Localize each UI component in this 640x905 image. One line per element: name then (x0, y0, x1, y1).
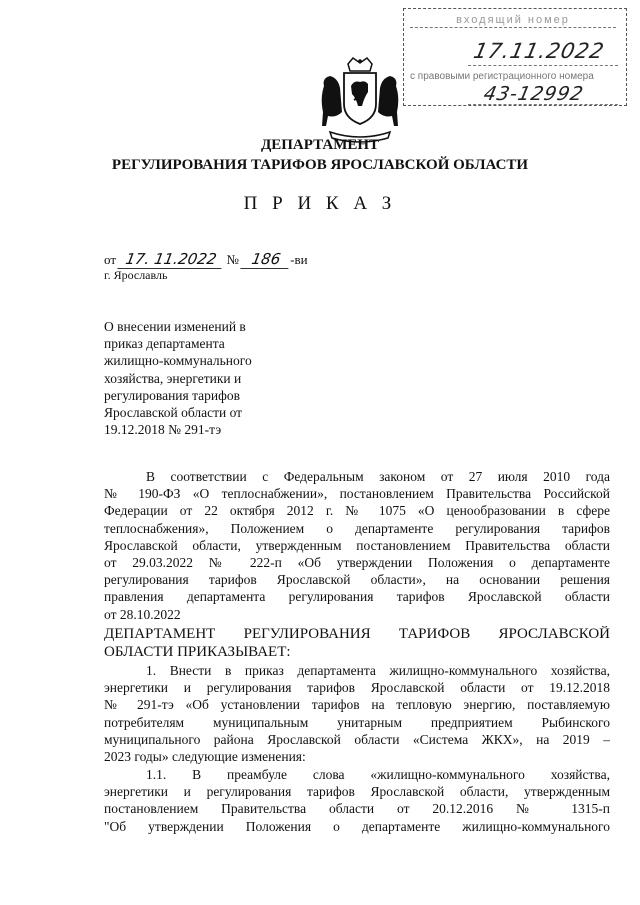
item-1-1-paragraph (104, 766, 610, 835)
preamble-line: Федерации от 22 октября 2012 г. № 1075 «О ценообразовании в сфере (104, 503, 610, 519)
item-1-paragraph (104, 662, 610, 765)
subject-line: хозяйства, энергетики и (104, 370, 242, 386)
item-1-line: 2023 годы» следующие изменения: (104, 748, 306, 764)
preamble-line: В соответствии с Федеральным законом от 27 июля 2010 года (146, 469, 610, 484)
decree-statement (104, 626, 610, 661)
item-1-1-line: энергетики и регулирования тарифов Ярославской области, утвержденным (104, 784, 610, 800)
preamble-line: Ярославской области, утвержденным постановлением Правительства области (104, 537, 610, 553)
subject-line: Ярославской области от (104, 404, 243, 420)
stamp-underline (468, 65, 618, 66)
stamp-underline (468, 104, 618, 105)
order-details (104, 250, 308, 269)
stamp-header: входящий номер (410, 13, 616, 28)
order-city: г. Ярославль (104, 268, 168, 282)
department-subtitle: РЕГУЛИРОВАНИЯ ТАРИФОВ ЯРОСЛАВСКОЙ ОБЛАСТИ (111, 157, 529, 173)
item-1-1-line: постановлением Правительства области от 20.12.2016 № 1315-п (104, 801, 610, 817)
item-1-line: № 291-тэ «Об установлении тарифов на тепловую энергию, поставляемую (104, 697, 610, 713)
preamble-line: № 190-ФЗ «О теплоснабжении», постановлением Правительства Российской (104, 486, 610, 502)
preamble-paragraph (104, 468, 610, 623)
subject-line: 19.12.2018 № 291-тэ (104, 422, 222, 438)
item-1-line: муниципального района Ярославской области «Система ЖКХ», на 2019 – (104, 731, 610, 747)
stamp-number: 43-12992 (481, 83, 586, 105)
registration-stamp (403, 8, 627, 106)
order-suffix: -ви (290, 252, 308, 267)
item-1-1-line: "Об утверждении Положения о департаменте жилищно-коммунального (104, 818, 610, 834)
item-1-line: потребителям муниципальным унитарным предприятием Рыбинского (104, 714, 610, 730)
subject-line: регулирования тарифов (104, 387, 241, 403)
order-subject (104, 318, 304, 438)
order-date: 17. 11.2022 (118, 250, 225, 269)
item-1-1-line: 1.1. В преамбуле слова «жилищно-коммунального хозяйства, (146, 767, 610, 782)
preamble-line: от 28.10.2022 (104, 606, 181, 622)
preamble-line: от 29.03.2022 № 222-п «Об утверждении Положения о департаменте (104, 554, 610, 570)
stamp-note: с правовыми регистрационного номера (410, 71, 594, 82)
subject-line: жилищно-коммунального (104, 353, 252, 369)
preamble-line: теплоснабжения», Положением о департаменте регулирования тарифов (104, 520, 610, 536)
stamp-date: 17.11.2022 (471, 39, 607, 63)
subject-line: О внесении изменений в (104, 319, 246, 334)
coat-of-arms-icon (318, 56, 402, 146)
decree-line: ДЕПАРТАМЕНТ РЕГУЛИРОВАНИЯ ТАРИФОВ ЯРОСЛАВСКОЙ (104, 626, 610, 642)
decree-line: ОБЛАСТИ ПРИКАЗЫВАЕТ: (104, 643, 291, 660)
preamble-line: правления департамента регулирования тарифов Ярославской области (104, 589, 610, 605)
order-number: 186 (240, 250, 291, 269)
order-number-label: № (226, 252, 239, 267)
preamble-line: регулирования тарифов Ярославской области», на основании решения (104, 572, 610, 588)
department-title: ДЕПАРТАМЕНТ (260, 137, 380, 153)
subject-line: приказ департамента (104, 336, 225, 352)
order-from-label: от (104, 252, 117, 267)
document-type: П Р И К А З (243, 193, 397, 214)
item-1-line: 1. Внести в приказ департамента жилищно-коммунального хозяйства, (146, 663, 610, 678)
item-1-line: энергетики и регулирования тарифов Ярославской области от 19.12.2018 (104, 680, 610, 696)
